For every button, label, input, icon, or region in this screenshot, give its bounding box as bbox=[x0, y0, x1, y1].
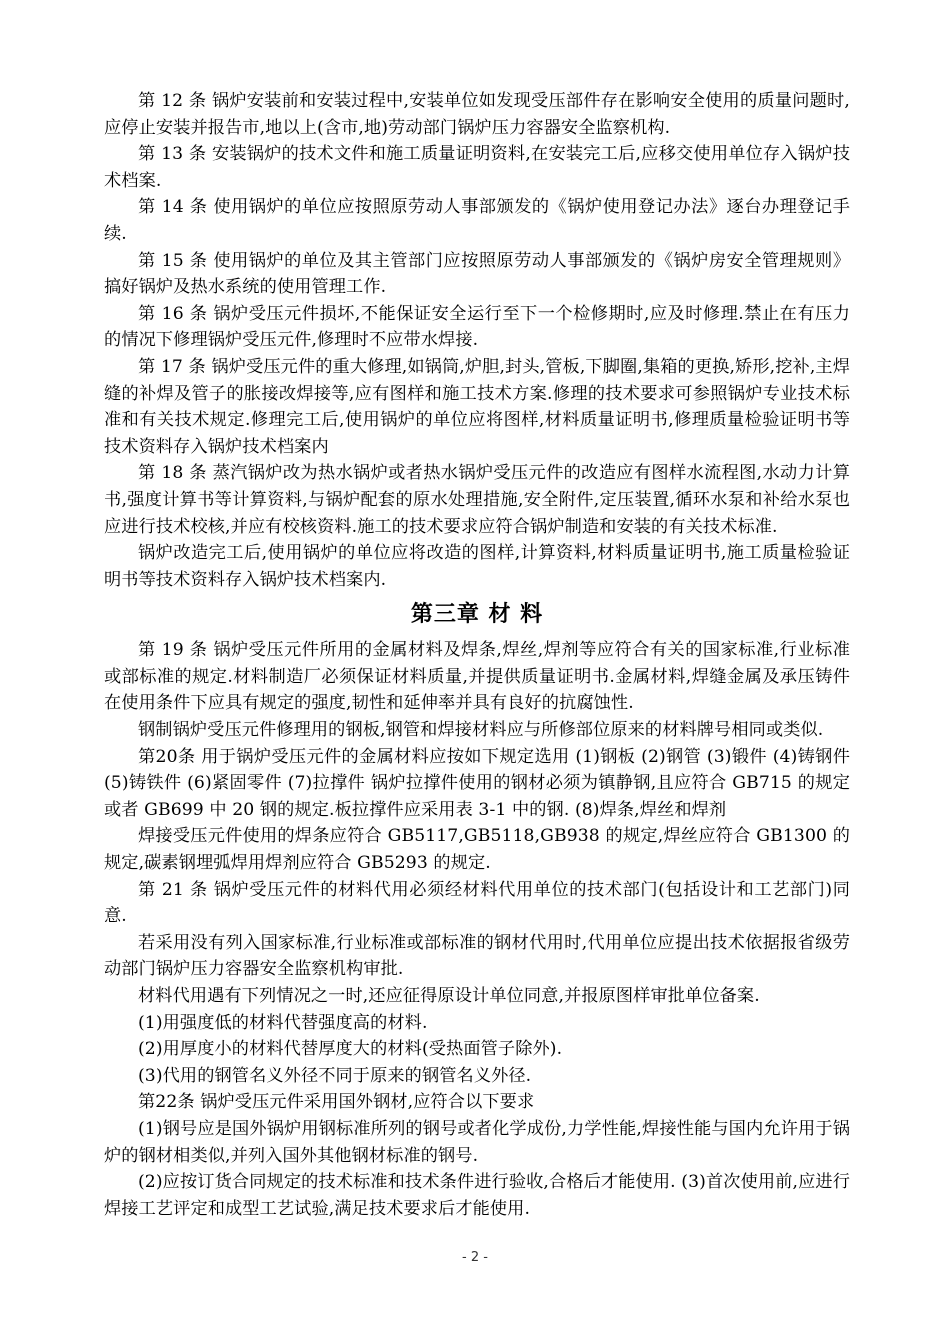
article-18-continued: 锅炉改造完工后,使用锅炉的单位应将改造的图样,计算资料,材料质量证明书,施工质量检验证明书等技术资料存入锅炉技术档案内. bbox=[104, 543, 850, 590]
article-20-continued: 焊接受压元件使用的焊条应符合 GB5117,GB5118,GB938 的规定,焊丝应符合 GB1300 的规定,碳素钢埋弧焊用焊剂应符合 GB5293 的规定. bbox=[104, 826, 850, 874]
condition-1: (1)用强度低的材料代替强度高的材料. bbox=[138, 1012, 428, 1033]
article-21-conditions: 材料代用遇有下列情况之一时,还应征得原设计单位同意,并报原图样审批单位备案. bbox=[138, 986, 760, 1006]
article-14: 第 14 条 使用锅炉的单位应按照原劳动人事部颁发的《锅炉使用登记办法》逐台办理登记手续. bbox=[104, 197, 850, 244]
condition-3: (3)代用的钢管名义外径不同于原来的钢管名义外径. bbox=[138, 1065, 532, 1086]
requirement-2-3: (2)应按订货合同规定的技术标准和技术条件进行验收,合格后才能使用. (3)首次使用前,应进行焊接工艺评定和成型工艺试验,满足技术要求后才能使用. bbox=[104, 1172, 850, 1219]
article-21: 第 21 条 锅炉受压元件的材料代用必须经材料代用单位的技术部门(包括设计和工艺部门)同意. bbox=[104, 879, 850, 927]
condition-2: (2)用厚度小的材料代替厚度大的材料(受热面管子除外). bbox=[138, 1039, 563, 1060]
article-17: 第 17 条 锅炉受压元件的重大修理,如锅筒,炉胆,封头,管板,下脚圈,集箱的更换,矫形,挖补,主焊缝的补焊及管子的胀接改焊接等,应有图样和施工技术方案.修理的技术要求可参照锅炉专业技术标准和有关技术规定.修理完工后,使用锅炉的单位应将图样,材料质量证明书,修理质量检验证明书等技术资料存入锅炉技术档案内 bbox=[104, 356, 850, 457]
article-12: 第 12 条 锅炉安装前和安装过程中,安装单位如发现受压部件存在影响安全使用的质量问题时,应停止安装并报告市,地以上(含市,地)劳动部门锅炉压力容器安全监察机构. bbox=[104, 91, 850, 138]
article-19-continued: 钢制锅炉受压元件修理用的钢板,钢管和焊接材料应与所修部位原来的材料牌号相同或类似. bbox=[138, 720, 824, 741]
requirement-1: (1)钢号应是国外锅炉用钢标准所列的钢号或者化学成份,力学性能,焊接性能与国内允许用于锅炉的钢材相类似,并列入国外其他钢材标准的钢号. bbox=[104, 1118, 850, 1166]
document-body bbox=[104, 88, 850, 1222]
article-19: 第 19 条 锅炉受压元件所用的金属材料及焊条,焊丝,焊剂等应符合有关的国家标准,行业标准或部标准的规定.材料制造厂必须保证材料质量,并提供质量证明书.金属材料,焊缝金属及承压铸件在使用条件下应具有规定的强度,韧性和延伸率并具有良好的抗腐蚀性. bbox=[104, 640, 850, 714]
article-18: 第 18 条 蒸汽锅炉改为热水锅炉或者热水锅炉受压元件的改造应有图样水流程图,水动力计算书,强度计算书等计算资料,与锅炉配套的原水处理措施,安全附件,定压装置,循环水泵和补给水泵也应进行技术校核,并应有校核资料.施工的技术要求应符合锅炉制造和安装的有关技术标准. bbox=[104, 463, 850, 537]
article-21-continued: 若采用没有列入国家标准,行业标准或部标准的钢材代用时,代用单位应提出技术依据报省级劳动部门锅炉压力容器安全监察机构审批. bbox=[104, 932, 850, 980]
article-16: 第 16 条 锅炉受压元件损坏,不能保证安全运行至下一个检修期时,应及时修理.禁止在有压力的情况下修理锅炉受压元件,修理时不应带水焊接. bbox=[104, 303, 850, 351]
article-13: 第 13 条 安装锅炉的技术文件和施工质量证明资料,在安装完工后,应移交使用单位存入锅炉技术档案. bbox=[104, 144, 850, 191]
article-22: 第22条 锅炉受压元件采用国外钢材,应符合以下要求 bbox=[138, 1092, 535, 1113]
page-number: - 2 - bbox=[462, 1250, 488, 1265]
article-15: 第 15 条 使用锅炉的单位及其主管部门应按照原劳动人事部颁发的《锅炉房安全管理规则》搞好锅炉及热水系统的使用管理工作. bbox=[104, 250, 850, 298]
chapter-title: 第三章 材 料 bbox=[410, 601, 544, 628]
article-20: 第20条 用于锅炉受压元件的金属材料应按如下规定选用 (1)钢板 (2)钢管 (3)锻件 (4)铸钢件 (5)铸铁件 (6)紧固零件 (7)拉撑件 锅炉拉撑件使用的钢材必须为镇静钢,且应符合 GB715 的规定或者 GB699 中 20 钢的规定.板拉撑件应采用表 3-1 中的钢. (8)焊条,焊丝和焊剂 bbox=[104, 746, 850, 820]
